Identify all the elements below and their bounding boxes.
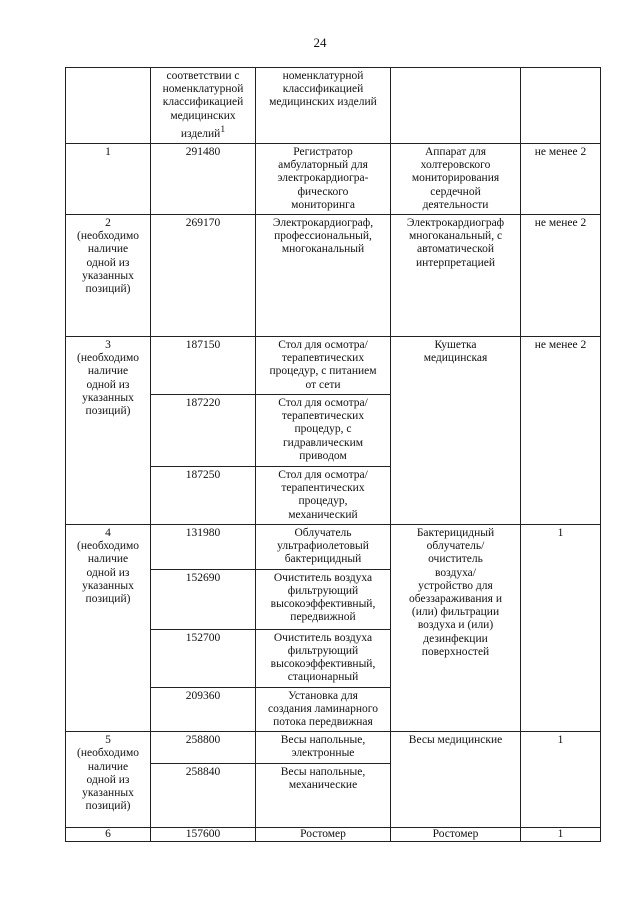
quantity: не менее 2 xyxy=(521,215,601,337)
item-name: Весы напольные, механические xyxy=(256,764,391,828)
table-row xyxy=(66,525,601,570)
header-text xyxy=(154,70,252,141)
item-code: 152690 xyxy=(151,569,256,629)
device-name: Кушетка медицинская xyxy=(391,337,521,525)
page-number: 24 xyxy=(313,35,327,50)
row-number: 4 (необходимо наличие одной из указанных позиций) xyxy=(66,525,151,732)
item-code: 187250 xyxy=(151,467,256,525)
footnote-marker: 1 xyxy=(220,123,226,135)
item-name: Стол для осмотра/ терапевтических процедур, с питанием от сети xyxy=(256,337,391,395)
row-number: 6 xyxy=(66,828,151,842)
header-name-text: номенклатурной классификацией медицинских изделий xyxy=(269,70,377,109)
row-number: 2 (необходимо наличие одной из указанных позиций) xyxy=(66,215,151,337)
item-code: 209360 xyxy=(151,687,256,732)
item-name: Очиститель воздуха фильтрующий высокоэффективный, передвижной xyxy=(256,569,391,629)
header-cell-num xyxy=(66,68,151,144)
item-code: 269170 xyxy=(151,215,256,337)
equipment-table xyxy=(65,67,601,842)
item-name: Весы напольные, электронные xyxy=(256,732,391,764)
item-name: Регистратор амбулаторный для электрокардиогра- фического мониторинга xyxy=(256,144,391,215)
table-header-row xyxy=(66,68,601,144)
row-number: 3 (необходимо наличие одной из указанных позиций) xyxy=(66,337,151,525)
item-code: 187220 xyxy=(151,395,256,467)
quantity: 1 xyxy=(521,525,601,732)
quantity: не менее 2 xyxy=(521,144,601,215)
item-code: 157600 xyxy=(151,828,256,842)
table-row xyxy=(66,732,601,764)
table-row xyxy=(66,144,601,215)
header-cell-name xyxy=(256,68,391,144)
item-name: Облучатель ультрафиолетовый бактерицидный xyxy=(256,525,391,570)
quantity: не менее 2 xyxy=(521,337,601,525)
header-code-text: соответствии с номенклатурной классификацией медицинских изделий xyxy=(162,70,244,140)
item-code: 258800 xyxy=(151,732,256,764)
table-row xyxy=(66,215,601,337)
device-name: Бактерицидный облучатель/ очиститель воздуха/ устройство для обеззараживания и (или) фильтрации воздуха и (или) дезинфекции поверхностей xyxy=(391,525,521,732)
device-name: Весы медицинские xyxy=(391,732,521,828)
device-name: Ростомер xyxy=(391,828,521,842)
table-row xyxy=(66,337,601,395)
item-name: Стол для осмотра/ терапентических процедур, механический xyxy=(256,467,391,525)
header-cell-qty xyxy=(521,68,601,144)
item-code: 291480 xyxy=(151,144,256,215)
header-cell-code xyxy=(151,68,256,144)
device-name: Аппарат для холтеровского мониторирования сердечной деятельности xyxy=(391,144,521,215)
quantity: 1 xyxy=(521,732,601,828)
item-name: Очиститель воздуха фильтрующий высокоэффективный, стационарный xyxy=(256,629,391,687)
item-name: Стол для осмотра/ терапевтических процедур, с гидравлическим приводом xyxy=(256,395,391,467)
table-row xyxy=(66,828,601,842)
quantity: 1 xyxy=(521,828,601,842)
item-code: 258840 xyxy=(151,764,256,828)
device-name: Электрокардиограф многоканальный, с автоматической интерпретацией xyxy=(391,215,521,337)
row-number: 1 xyxy=(66,144,151,215)
item-code: 187150 xyxy=(151,337,256,395)
item-code: 131980 xyxy=(151,525,256,570)
item-name: Установка для создания ламинарного потока передвижная xyxy=(256,687,391,732)
row-number: 5 (необходимо наличие одной из указанных позиций) xyxy=(66,732,151,828)
item-name: Электрокардиограф, профессиональный, многоканальный xyxy=(256,215,391,337)
item-code: 152700 xyxy=(151,629,256,687)
header-cell-device xyxy=(391,68,521,144)
item-name: Ростомер xyxy=(256,828,391,842)
